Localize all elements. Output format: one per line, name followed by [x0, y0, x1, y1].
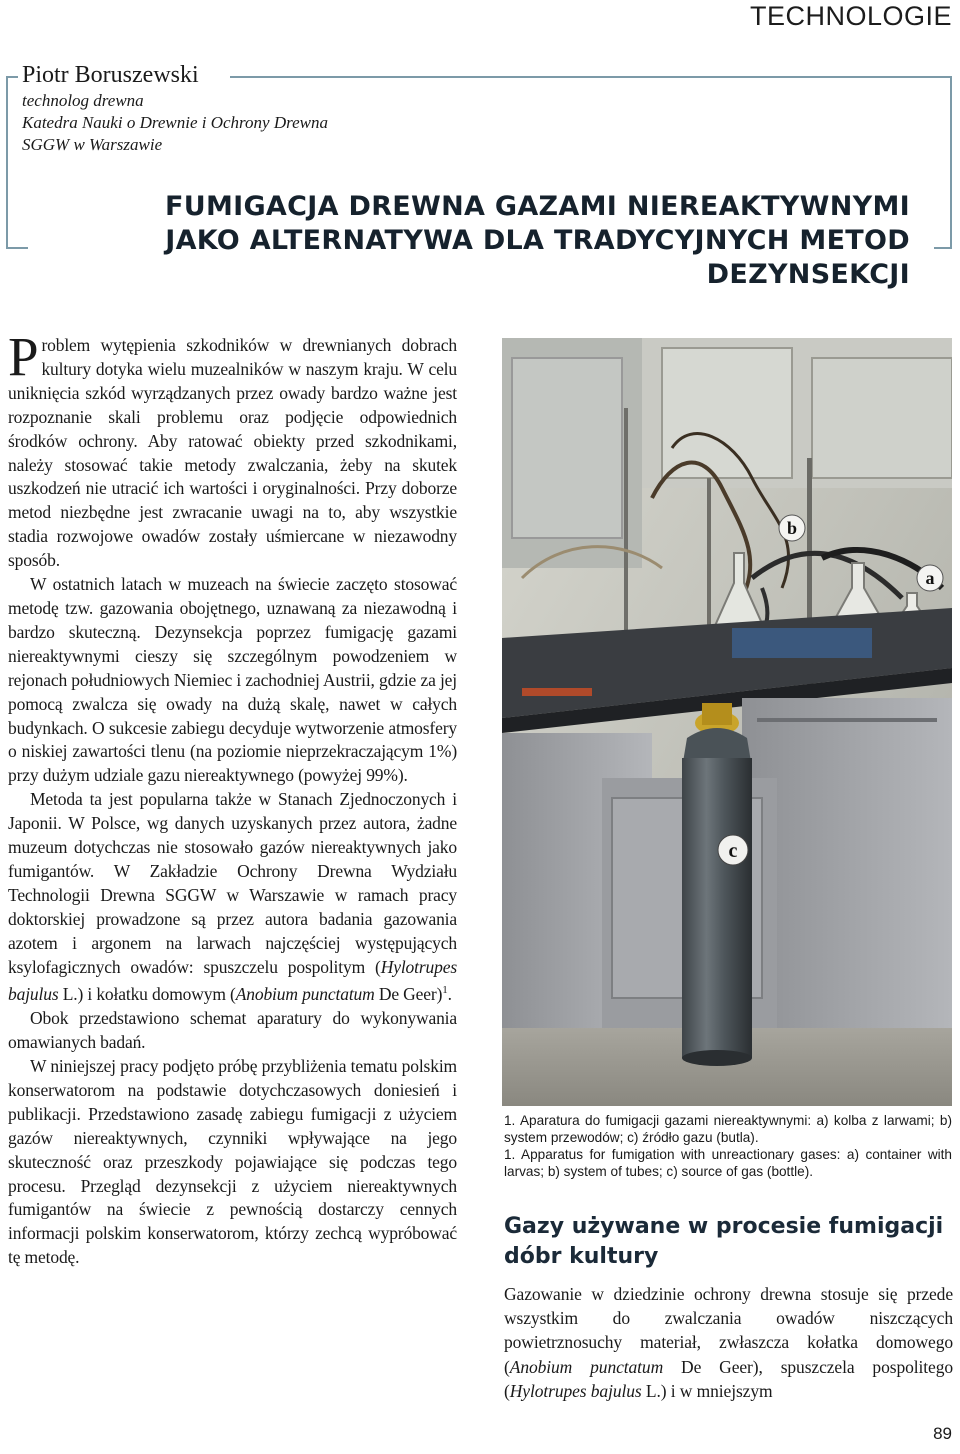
paragraph-2: W ostatnich latach w muzeach na świecie zaczęto stosować metodę tzw. gazowania obojętnego, uznawaną za niezawodną i bardzo skuteczną. Dezynsekcja poprzez fumigację gazami niereaktywnymi cieszy się szczególnym powodzeniem w rejonach południowych Niemiec i zachodniej Austrii, gdzie za jej pomocą zwalcza się owady na dużą skalę, nawet w całych budynkach. O sukcesie zabiegu decyduje wytworzenie atmosfery o niskiej zawartości tlenu (na poziomie nieprzekraczającym 1%) przy dużym udziale gazu niereaktywnego (powyżej 99%).	[8, 574, 457, 786]
article-title-line-1: FUMIGACJA DREWNA GAZAMI NIEREAKTYWNYMI	[164, 191, 910, 222]
author-block	[22, 60, 442, 156]
figure-photo	[502, 338, 952, 1106]
article-title	[30, 190, 910, 292]
body-column-left	[8, 326, 457, 1270]
body-column-right	[504, 1282, 953, 1403]
paragraph-intro	[8, 326, 457, 573]
section-heading: Gazy używane w procesie fumigacji dóbr kultury	[504, 1214, 944, 1269]
header-frame-left	[6, 76, 8, 248]
figure-label-c: c	[728, 840, 738, 862]
header-frame-right	[950, 76, 952, 248]
figure-caption	[504, 1112, 952, 1180]
drop-cap: P	[8, 326, 39, 387]
species-name: Anobium punctatum	[509, 1356, 664, 1377]
figure-label-b: b	[786, 518, 798, 538]
paragraph-5: W niniejszej pracy podjęto próbę przybliżenia tematu polskim konserwatorom na podstawie dotychczasowych doniesień i publikacji. Przedstawiono zasadę zabiegu fumigacji z użyciem gazów niereaktywnych, czynniki wpływające na jego skuteczność oraz przeszkody pojawiające się podczas tego procesu. Przegląd dezynsekcji z użyciem niereaktywnych fumigantów na świecie z pewnością dostarczy cennych informacji polskim konserwatorom, którzy zechcą wypróbować tę metodę.	[8, 1056, 457, 1268]
paragraph-3-text-a: Metoda ta jest popularna także w Stanach Zjednoczonych i Japonii. W Polsce, wg danych uzyskanych przez autora, żadne muzeum dotychczas nie stosowało gazów niereaktywnych jako fumigantów. W Zakładzie Ochrony Drewna Wydziału Technologii Drewna SGGW w Warszawie w ramach pracy doktorskiej prowadzone są przez autora badania gazowania azotem i argonem na larwach najczęściej występujących ksylofagicznych owadów: spuszczelu pospolitym (	[8, 789, 457, 977]
author-institution: SGGW w Warszawie	[22, 135, 163, 154]
header-frame-bottom-left	[6, 247, 28, 249]
paragraph-3-text-c: De Geer)	[374, 984, 443, 1005]
section-2-text-b: De Geer), spuszczela pospolitego (	[504, 1356, 953, 1401]
section-2-text-a: Gazowanie w dziedzinie ochrony drewna stosuje się przede wszystkim do zwalczania owadów niszczących powietrznosuchy materiał, zwłaszcza kołatka domowego (	[504, 1284, 953, 1377]
figure-caption-pl: 1. Aparatura do fumigacji gazami niereaktywnymi: a) kolba z larwami; b) system przewodów; c) źródło gazu (butla).	[504, 1113, 952, 1145]
species-name: Anobium punctatum	[235, 984, 375, 1005]
author-department: Katedra Nauki o Drewnie i Ochrony Drewna	[22, 113, 328, 132]
author-role: technolog drewna	[22, 91, 144, 110]
page-number: 89	[933, 1424, 952, 1443]
lab-apparatus-photo	[502, 338, 952, 1106]
paragraph-3	[8, 788, 457, 1007]
figure-label-a: a	[925, 568, 935, 588]
species-name: Hylotrupes bajulus	[509, 1380, 642, 1401]
paragraph-4: Obok przedstawiono schemat aparatury do wykonywania omawianych badań.	[8, 1008, 457, 1053]
header-frame-bottom-right	[934, 247, 952, 249]
article-title-line-2: JAKO ALTERNATYWA DLA TRADYCYJNYCH METOD DEZYNSEKCJI	[165, 225, 910, 290]
figure-caption-en: 1. Apparatus for fumigation with unreactionary gases: a) container with larvas; b) system of tubes; c) source of gas (bottle).	[504, 1147, 952, 1179]
section-tag: TECHNOLOGIE	[749, 1, 952, 31]
paragraph-3-text-b: L.) i kołatku domowym (	[58, 984, 236, 1005]
author-name: Piotr Boruszewski	[22, 62, 199, 88]
section-2-paragraph	[504, 1282, 953, 1403]
paragraph-intro-text: roblem wytępienia szkodników w drewnianych dobrach kultury dotyka wielu muzealników w naszym kraju. W celu uniknięcia szkód wyrządzanych przez owady bardzo ważne jest rozpoznanie skali problemu oraz podjęcie odpowiednich środków ochrony. Aby ratować obiekty przed szkodnikami, należy stosować takie metody zwalczania, żeby na skutek uszkodzeń nie utracić ich wartości i oryginalności. Przy doborze metod niezbędne jest zwracanie uwagi na to, aby wszystkie stadia rozwojowe owadów zostały uśmiercane w niezawodny sposób.	[8, 335, 457, 571]
section-2-text-c: L.) i w mniejszym	[641, 1380, 773, 1401]
species-name: Hylotrupes bajulus	[8, 956, 457, 1005]
paragraph-3-text-d: .	[447, 984, 452, 1005]
footnote-ref[interactable]: 1	[442, 984, 448, 997]
